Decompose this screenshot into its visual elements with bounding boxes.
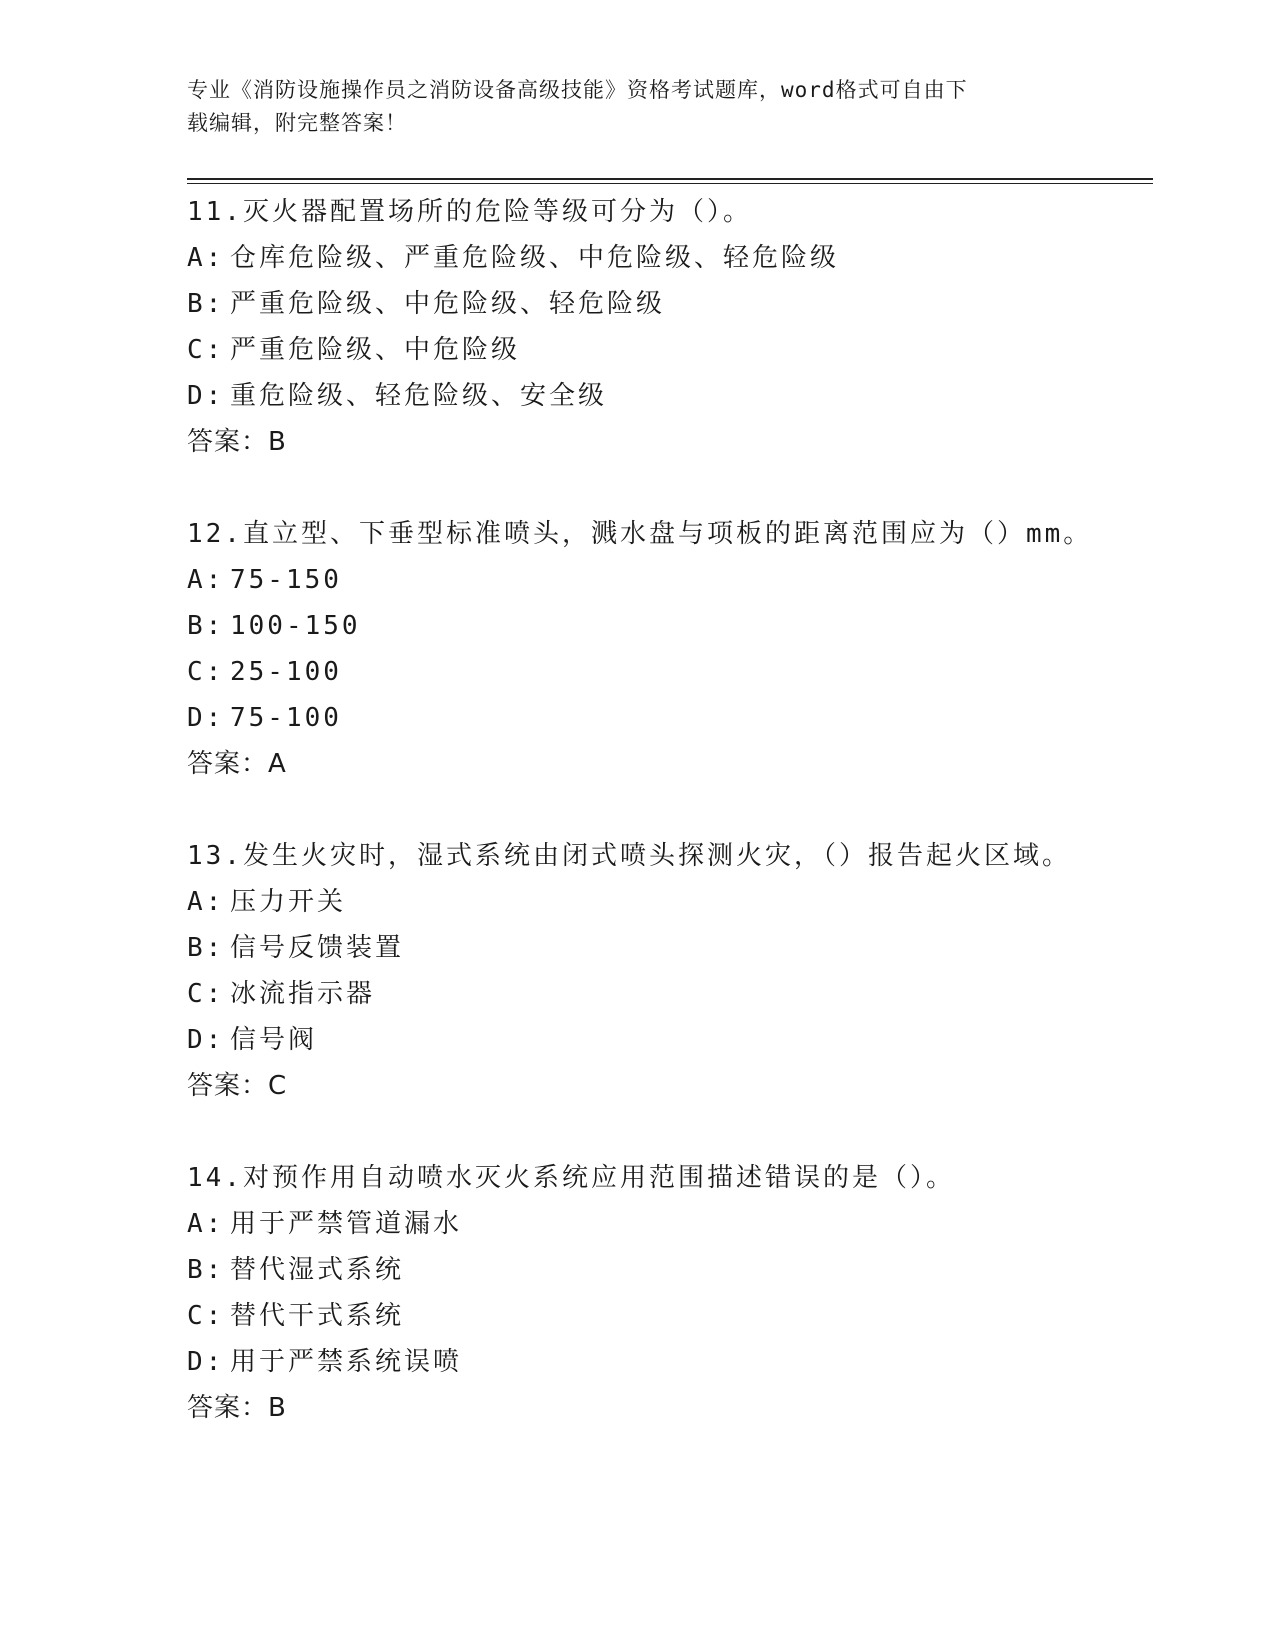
header-line-1: 专业《消防设施操作员之消防设备高级技能》资格考试题库，word格式可自由下 <box>187 78 968 102</box>
answer: 答案：B <box>187 1393 287 1423</box>
option-key: A: <box>187 1209 225 1239</box>
document-header <box>187 74 1067 140</box>
option-text: 严重危险级、中危险级、轻危险级 <box>230 289 666 319</box>
option-text: 用于严禁管道漏水 <box>230 1209 463 1239</box>
option-key: B: <box>187 289 225 319</box>
option-d <box>187 373 1147 419</box>
question-11 <box>187 189 1147 465</box>
option-a <box>187 235 1147 281</box>
option-text: 冰流指示器 <box>230 979 376 1009</box>
option-c <box>187 1293 1147 1339</box>
option-a <box>187 557 1147 603</box>
option-key: C: <box>187 979 225 1009</box>
option-key: B: <box>187 611 225 641</box>
question-stem: 14.对预作用自动喷水灭火系统应用范围描述错误的是（）。 <box>187 1163 955 1193</box>
option-key: A: <box>187 887 225 917</box>
option-key: C: <box>187 657 225 687</box>
option-key: C: <box>187 335 225 365</box>
option-text: 压力开关 <box>230 887 347 917</box>
option-text: 75-150 <box>230 565 342 595</box>
option-a <box>187 1201 1147 1247</box>
option-text: 100-150 <box>230 611 361 641</box>
question-stem: 11.灭火器配置场所的危险等级可分为（）。 <box>187 197 752 227</box>
option-key: A: <box>187 565 225 595</box>
option-key: C: <box>187 1301 225 1331</box>
header-line-2: 载编辑，附完整答案！ <box>187 111 407 135</box>
option-key: B: <box>187 933 225 963</box>
option-text: 仓库危险级、严重危险级、中危险级、轻危险级 <box>230 243 840 273</box>
option-key: D: <box>187 381 225 411</box>
option-key: D: <box>187 1347 225 1377</box>
option-a <box>187 879 1147 925</box>
option-d <box>187 695 1147 741</box>
option-b <box>187 1247 1147 1293</box>
option-b <box>187 925 1147 971</box>
option-text: 替代湿式系统 <box>230 1255 405 1285</box>
option-key: D: <box>187 703 225 733</box>
answer: 答案：C <box>187 1071 288 1101</box>
question-12 <box>187 511 1147 787</box>
question-stem: 12.直立型、下垂型标准喷头，溅水盘与项板的距离范围应为（）mm。 <box>187 519 1093 549</box>
option-text: 75-100 <box>230 703 342 733</box>
option-key: B: <box>187 1255 225 1285</box>
option-text: 用于严禁系统误喷 <box>230 1347 463 1377</box>
option-b <box>187 603 1147 649</box>
option-d <box>187 1339 1147 1385</box>
question-13 <box>187 833 1147 1109</box>
option-text: 替代干式系统 <box>230 1301 405 1331</box>
option-d <box>187 1017 1147 1063</box>
option-text: 严重危险级、中危险级 <box>230 335 521 365</box>
option-text: 信号反馈装置 <box>230 933 405 963</box>
option-text: 25-100 <box>230 657 342 687</box>
option-key: D: <box>187 1025 225 1055</box>
option-b <box>187 281 1147 327</box>
question-14 <box>187 1155 1147 1431</box>
option-c <box>187 649 1147 695</box>
question-list <box>187 189 1147 1477</box>
option-c <box>187 327 1147 373</box>
header-divider-thick <box>187 178 1153 180</box>
question-stem: 13.发生火灾时，湿式系统由闭式喷头探测火灾，（）报告起火区域。 <box>187 841 1071 871</box>
answer: 答案：A <box>187 749 287 779</box>
option-c <box>187 971 1147 1017</box>
option-key: A: <box>187 243 225 273</box>
option-text: 重危险级、轻危险级、安全级 <box>230 381 608 411</box>
answer: 答案：B <box>187 427 287 457</box>
header-divider-thin <box>187 183 1153 184</box>
option-text: 信号阀 <box>230 1025 318 1055</box>
